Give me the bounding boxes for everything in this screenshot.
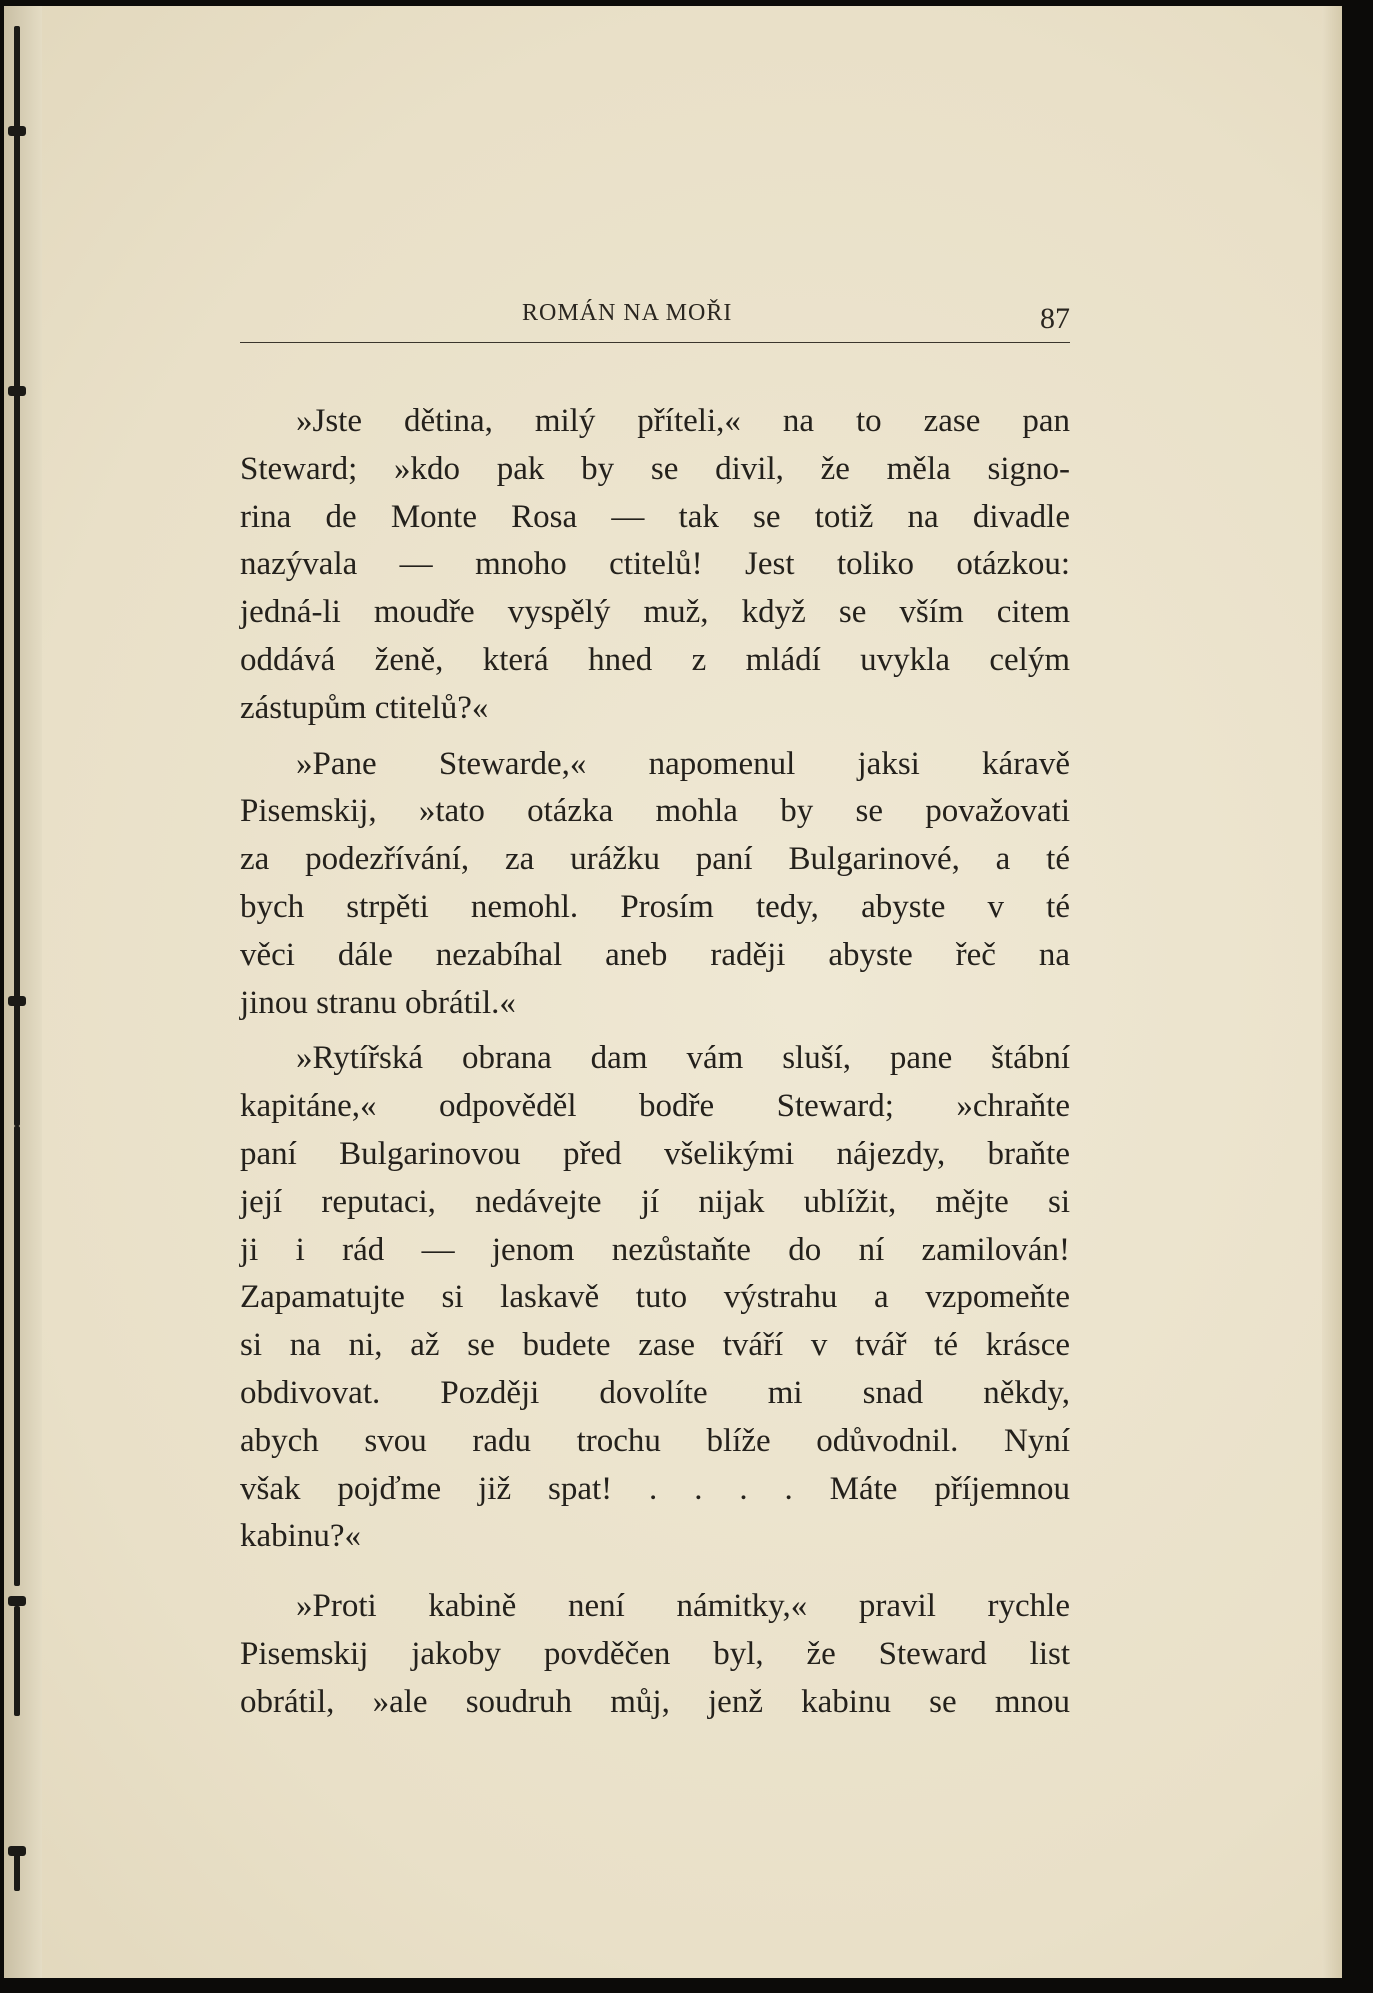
header-rule — [240, 342, 1070, 343]
text-line: »Pane Stewarde,« napomenul jaksi káravě — [296, 745, 1070, 782]
text-line: Pisemskij jakoby povděčen byl, že Steward list — [240, 1635, 1070, 1672]
text-line: »Rytířská obrana dam vám sluší, pane štábní — [296, 1040, 1070, 1077]
paragraph — [240, 741, 1070, 1028]
spine-mark — [8, 386, 26, 396]
paragraph — [240, 1035, 1070, 1561]
text-line: za podezřívání, za urážku paní Bulgarinové, a té — [240, 841, 1070, 878]
text-line: obdivovat. Později dovolíte mi snad někdy, — [240, 1374, 1070, 1411]
text-line: »Proti kabině není námitky,« pravil rychle — [296, 1588, 1070, 1625]
text-line: paní Bulgarinovou před všelikými nájezdy, braňte — [240, 1135, 1070, 1172]
text-line: však pojďme již spat! . . . . Máte příjemnou — [240, 1470, 1070, 1507]
text-line: jinou stranu obrátil.« — [240, 984, 516, 1021]
text-line: bych strpěti nemohl. Prosím tedy, abyste v té — [240, 888, 1070, 925]
text-line: si na ni, až se budete zase tváří v tvář té krásce — [240, 1327, 1070, 1364]
text-line: kabinu?« — [240, 1518, 361, 1555]
spine-binding-line — [14, 1606, 20, 1716]
spine-binding-line — [14, 26, 20, 1126]
text-line: Zapamatujte si laskavě tuto výstrahu a vzpomeňte — [240, 1279, 1070, 1316]
spine-binding-line — [14, 1126, 20, 1586]
paragraph — [240, 398, 1070, 733]
text-line: oddává ženě, která hned z mládí uvykla celým — [240, 641, 1070, 678]
text-line: abych svou radu trochu blíže odůvodnil. Nyní — [240, 1422, 1070, 1459]
spine-binding-line — [14, 1851, 20, 1891]
text-line: Pisemskij, »tato otázka mohla by se považovati — [240, 793, 1070, 830]
running-title: ROMÁN NA MOŘI — [522, 300, 733, 326]
page-number: 87 — [1040, 302, 1070, 335]
text-line: její reputaci, nedávejte jí nijak ublížit, mějte si — [240, 1183, 1070, 1220]
text-line: zástupům ctitelů?« — [240, 689, 489, 726]
text-line: kapitáne,« odpověděl bodře Steward; »chraňte — [240, 1088, 1070, 1125]
paragraph-gap — [240, 1561, 1070, 1583]
page-spine-edge — [4, 6, 42, 1978]
text-line: jedná-li moudře vyspělý muž, když se vším citem — [240, 594, 1070, 631]
text-line: věci dále nezabíhal aneb raději abyste řeč na — [240, 936, 1070, 973]
page-right-edge — [1322, 6, 1342, 1978]
text-line: obrátil, »ale soudruh můj, jenž kabinu se mnou — [240, 1683, 1070, 1720]
paragraph-gap — [240, 733, 1070, 741]
text-line: ji i rád — jenom nezůstaňte do ní zamilován! — [240, 1231, 1070, 1268]
spine-mark — [8, 996, 26, 1006]
body-text — [240, 398, 1070, 1727]
spine-mark — [8, 1596, 26, 1606]
running-header — [240, 292, 1070, 342]
text-line: rina de Monte Rosa — tak se totiž na divadle — [240, 498, 1070, 535]
paragraph-gap — [240, 1027, 1070, 1035]
text-line: »Jste dětina, milý příteli,« na to zase pan — [296, 403, 1070, 439]
spine-mark — [8, 126, 26, 136]
paragraph — [240, 1583, 1070, 1726]
text-line: nazývala — mnoho ctitelů! Jest toliko otázkou: — [240, 546, 1070, 583]
text-line: Steward; »kdo pak by se divil, že měla signo- — [240, 450, 1070, 487]
